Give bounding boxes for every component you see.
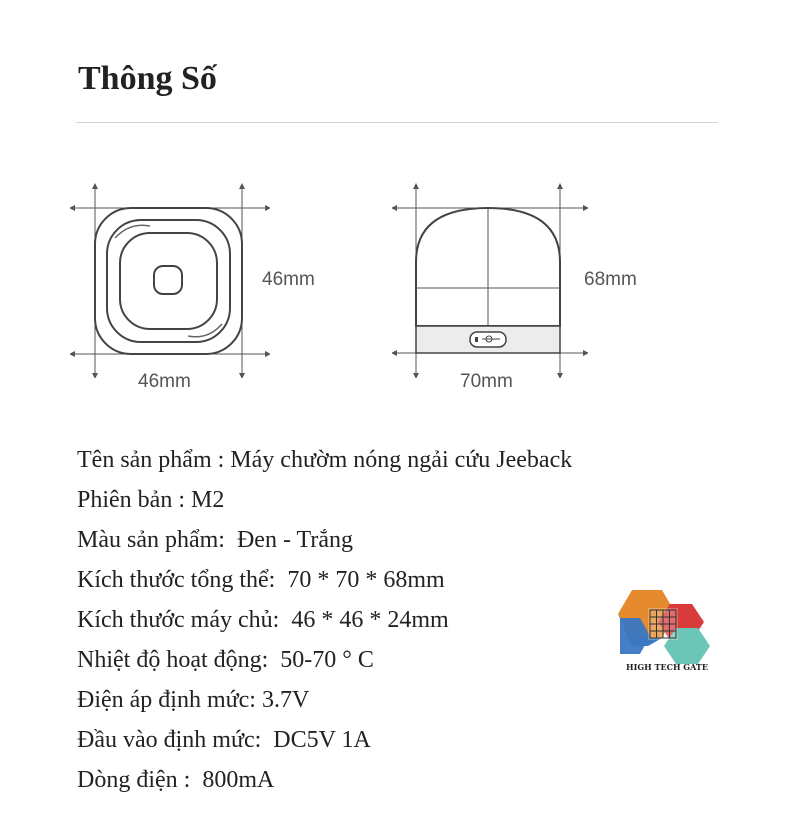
side-view-width-label: 70mm bbox=[460, 371, 513, 392]
side-view-height-label: 68mm bbox=[584, 269, 637, 290]
top-view-width-label: 46mm bbox=[138, 371, 191, 392]
page-title: Thông Số bbox=[78, 60, 217, 97]
top-view-depth-label: 46mm bbox=[262, 269, 315, 290]
spec-color: Màu sản phẩm: Đen - Trắng bbox=[77, 527, 353, 553]
spec-version: Phiên bản : M2 bbox=[77, 487, 225, 513]
logo-text: HIGH TECH GATE bbox=[626, 662, 708, 672]
spec-rated-voltage: Điện áp định mức: 3.7V bbox=[77, 687, 310, 713]
top-view-diagram bbox=[70, 182, 270, 378]
spec-main-unit-size: Kích thước máy chủ: 46 * 46 * 24mm bbox=[77, 607, 449, 633]
spec-list bbox=[77, 440, 572, 800]
spec-rated-input: Đầu vào định mức: DC5V 1A bbox=[77, 727, 371, 753]
spec-overall-size: Kích thước tổng thể: 70 * 70 * 68mm bbox=[77, 567, 445, 593]
spec-product-name: Tên sản phẩm : Máy chườm nóng ngải cứu Jeeback bbox=[77, 447, 573, 473]
title-divider bbox=[76, 122, 718, 123]
spec-operating-temperature: Nhiệt độ hoạt động: 50-70 ° C bbox=[77, 647, 374, 673]
spec-current: Dòng điện : 800mA bbox=[77, 767, 275, 793]
side-view-diagram bbox=[392, 182, 588, 378]
